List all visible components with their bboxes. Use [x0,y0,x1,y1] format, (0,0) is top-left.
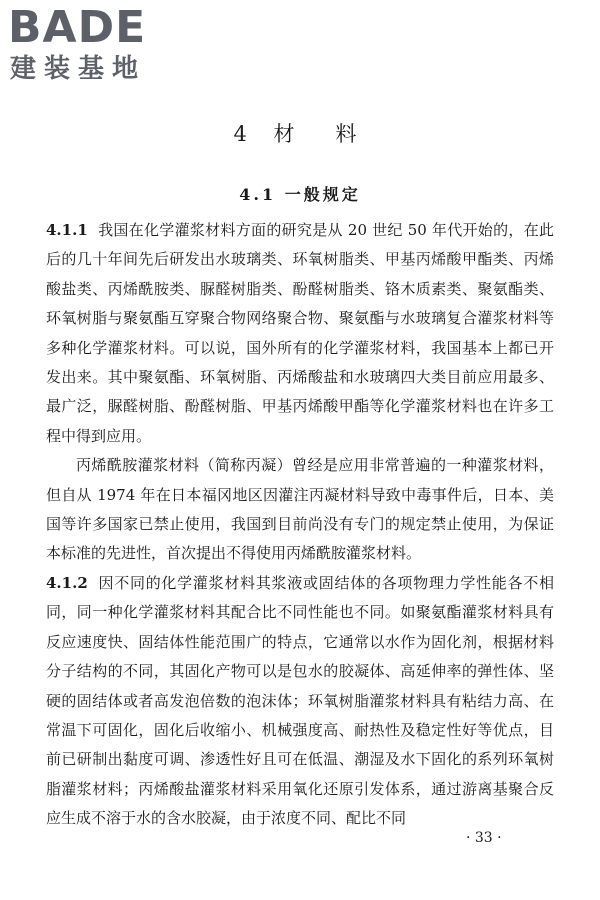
body-text [46,216,554,834]
paragraph-acrylamide [46,451,554,569]
clause-4-1-1 [46,216,554,451]
page-number: · 33 · [466,830,502,846]
chapter-title: 4 材 料 [233,122,367,146]
paragraph-text: 丙烯酰胺灌浆材料（简称丙凝）曾经是应用非常普遍的一种灌浆材料，但自从 1974 年在日本福冈地区因灌注丙凝材料导致中毒事件后，日本、美国等许多国家已禁止使用，我国到目前尚没有专门的规定禁止使用，为保证本标准的先进性，首次提出不得使用丙烯酰胺灌浆材料。 [46,456,554,563]
watermark-subtitle: 建装基地 [10,54,147,84]
clause-number: 4.1.2 [46,573,88,592]
watermark [8,4,146,86]
clause-text: 我国在化学灌浆材料方面的研究是从 20 世纪 50 年代开始的，在此后的几十年间先后研发出水玻璃类、环氧树脂类、甲基丙烯酸甲酯类、丙烯酸盐类、丙烯酰胺类、脲醛树脂类、酚醛树脂类、铬木质素类、聚氨酯类、环氧树脂与聚氨酯互穿聚合物网络聚合物、聚氨酯与水玻璃复合灌浆材料等多种化学灌浆材料。可以说，国外所有的化学灌浆材料，我国基本上都已开发出来。其中聚氨酯、环氧树脂、丙烯酸盐和水玻璃四大类目前应用最多、最广泛，脲醛树脂、酚醛树脂、甲基丙烯酸甲酯等化学灌浆材料也在许多工程中得到应用。 [46,221,554,445]
clause-text: 因不同的化学灌浆材料其浆液或固结体的各项物理力学性能各不相同，同一种化学灌浆材料其配合比不同性能也不同。如聚氨酯灌浆材料具有反应速度快、固结体性能范围广的特点，它通常以水作为固化剂，根据材料分子结构的不同，其固化产物可以是包水的胶凝体、高延伸率的弹性体、坚硬的固结体或者高发泡倍数的泡沫体；环氧树脂灌浆材料具有粘结力高、在常温下可固化，固化后收缩小、机械强度高、耐热性及稳定性好等优点，目前已研制出黏度可调、渗透性好且可在低温、潮湿及水下固化的系列环氧树脂灌浆材料；丙烯酸盐灌浆材料采用氧化还原引发体系，通过游离基聚合反应生成不溶于水的含水胶凝，由于浓度不同、配比不同 [46,573,554,828]
watermark-logo: BADE [8,2,147,53]
clause-4-1-2 [46,569,554,834]
clause-number: 4.1.1 [46,221,88,239]
section-title: 4.1 一般规定 [239,185,361,204]
